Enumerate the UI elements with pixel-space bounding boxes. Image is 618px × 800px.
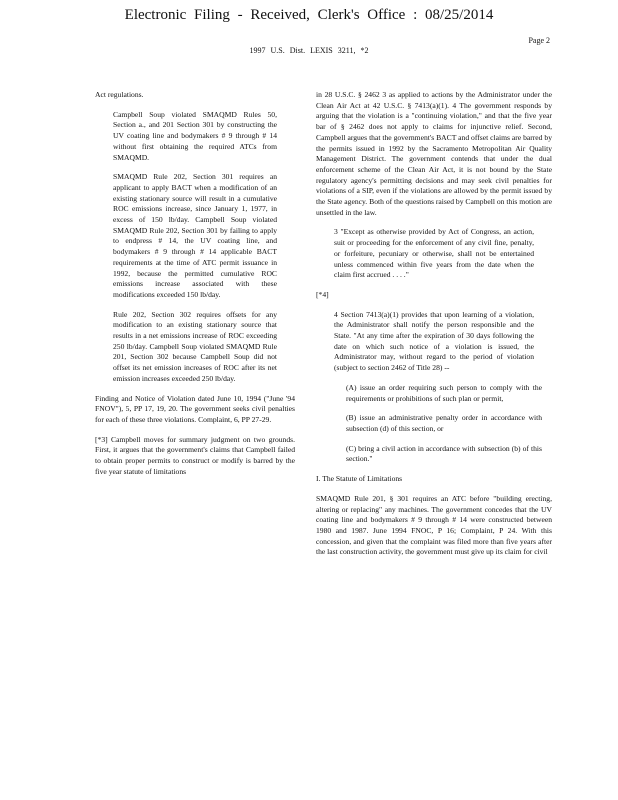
filing-header: Electronic Filing - Received, Clerk's Office : 08/25/2014: [124, 7, 494, 23]
left-para-3: Rule 202, Section 302 requires offsets for any modification to an existing stationary source that results in a net emissions increase of ROC exceeding 250 lb/day. Campbell Soup violated SMAQMD Rule 201, Section 302 because Campbell Soup did not offset its net emission increases of ROC after its net emission increases exceeded 250 lb/day.: [113, 309, 277, 383]
footnote-3: 3 "Except as otherwise provided by Act of Congress, an action, suit or proceeding for the enforcement of any civil fine, penalty, or forfeiture, pecuniary or otherwise, shall not be entertained unless commenced within five years from the date when the claim first accrued . . . .": [334, 227, 534, 280]
citation-line: 1997 U.S. Dist. LEXIS 3211, *2: [249, 46, 369, 55]
footnote-4: 4 Section 7413(a)(1) provides that upon learning of a violation, the Administrator shall notify the person responsible and the State. "At any time after the expiration of 30 days following the date on which such notice of a violation is issued, the Administrator may, without regard to the period of violation (subject to section 2462 of Title 28) --: [334, 309, 534, 373]
page-marker: [*4]: [316, 289, 329, 299]
left-para-2: SMAQMD Rule 202, Section 301 requires an applicant to apply BACT when a modification of an existing stationary source will result in a cumulative ROC emissions increase, since January 1, 1977, in excess of 150 lb/day. Campbell Soup violated SMAQMD Rule 202, Section 301 by failing to apply to endpress # 14, the UV coating line, and bodymakers # 9 through # 14 applicable BACT requirements at the time of ATC permit issuance in 1992, because the permitted cumulative ROC emissions increase associated with these modifications exceeded 150 lb/day.: [113, 172, 277, 299]
footnote-4-a: (A) issue an order requiring such person to comply with the requirements or prohibitions of such plan or permit,: [346, 382, 542, 403]
left-column: [95, 90, 295, 487]
right-column: [316, 90, 552, 567]
left-para-1: Campbell Soup violated SMAQMD Rules 50, Section a., and 201 Section 301 by constructing the UV coating line and bodymakers # 9 through # 14 without first obtaining the required ATCs from SMAQMD.: [113, 109, 277, 162]
right-para-0: in 28 U.S.C. § 2462 3 as applied to actions by the Administrator under the Clean Air Act at 42 U.S.C. § 7413(a)(1). 4 The government responds by arguing that the violation is a "continuing violation," and that the five year bar of § 2462 does not apply to claims for injunctive relief. Second, Campbell argues that the government's BACT and offset claims are barred by the permits issued in 1992 by the Sacramento Metropolitan Air Quality Management District. The government contends that under the dual enforcement scheme of the Clean Air Act, it is not bound by the State regulatory agency's permitting decisions and may seek civil penalties for violations of a SIP, even if the violations are allowed by the permit issued by the State agency. Both of the questions raised by Campbell on this motion are unsettled in the law.: [316, 90, 552, 217]
left-para-4: Finding and Notice of Violation dated June 10, 1994 ("June '94 FNOV"), 5, PP 17, 19, 20. The government seeks civil penalties for each of these three violations. Complaint, 6, PP 27-29.: [95, 393, 295, 424]
section-heading: I. The Statute of Limitations: [316, 474, 403, 484]
footnote-4-c: (C) bring a civil action in accordance with subsection (b) of this section.": [346, 443, 542, 464]
footnote-4-b: (B) issue an administrative penalty order in accordance with subsection (d) of this section, or: [346, 413, 542, 433]
right-para-last: SMAQMD Rule 201, § 301 requires an ATC before "building erecting, altering or replacing" any machines. The government concedes that the UV coating line and bodymakers # 9 through # 14 were constructed between 1980 and 1987. June 1994 FNOC, P 16; Complaint, P 24. With this concession, and given that the complaint was filed more than five years after the last construction activity, the government must give up its claim for civil: [316, 493, 552, 557]
left-para-5: [*3] Campbell moves for summary judgment on two grounds. First, it argues that the government's claims that Campbell failed to obtain proper permits to construct or modify is barred by the five year statute of limitations: [95, 434, 295, 476]
page-number: Page 2: [528, 36, 550, 45]
left-para-0: Act regulations.: [95, 90, 144, 99]
